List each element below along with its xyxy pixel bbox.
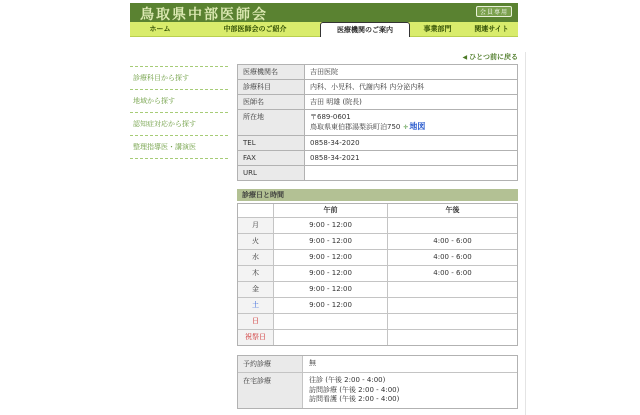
info-label: 所在地 (238, 110, 305, 136)
sidebar-item-search-by-dementia[interactable]: 認知症対応から探す (130, 112, 228, 135)
schedule-table (237, 203, 518, 346)
postal-code: 〒689-0601 (310, 113, 351, 121)
table-row (238, 80, 518, 95)
info-label: 在宅診療 (238, 373, 303, 408)
back-link-label: ひとつ前に戻る (469, 53, 518, 61)
main-nav (130, 22, 518, 37)
schedule-row-wednesday: 水 9:00 - 12:00 4:00 - 6:00 (238, 249, 517, 265)
schedule-row-sunday: 日 (238, 313, 517, 329)
day-column-header (238, 204, 274, 217)
info-label: TEL (238, 136, 305, 151)
departments-value: 内科、小児科、代謝内科 内分泌内科 (305, 80, 518, 95)
tab-departments[interactable]: 事業部門 (423, 25, 452, 33)
main-column (237, 52, 518, 409)
pm-column-header: 午後 (445, 206, 460, 214)
schedule-row-saturday: 土 9:00 - 12:00 (238, 297, 517, 313)
extra-info-table (237, 355, 518, 409)
schedule-row-holiday: 祝祭日 (238, 329, 517, 345)
schedule-row-friday: 金 9:00 - 12:00 (238, 281, 517, 297)
table-row (238, 136, 518, 151)
schedule-row-monday: 月 9:00 - 12:00 (238, 217, 517, 233)
schedule-row-tuesday: 火 9:00 - 12:00 4:00 - 6:00 (238, 233, 517, 249)
info-label: FAX (238, 151, 305, 166)
clinic-name-value: 吉田医院 (305, 65, 518, 80)
sidebar-item-lecturer-doctors[interactable]: 整理指導医・講演医 (130, 135, 228, 159)
info-label: URL (238, 166, 305, 181)
url-value (305, 166, 518, 181)
tel-value: 0858-34-2020 (305, 136, 518, 151)
reservation-row (238, 356, 517, 372)
clinic-info-table (237, 64, 518, 181)
map-link[interactable]: ✛地図 (403, 122, 426, 131)
tab-related-sites[interactable]: 関連サイト (474, 25, 509, 33)
tab-about[interactable]: 中部医師会のご紹介 (223, 25, 287, 33)
address-value (305, 110, 518, 136)
fax-value: 0858-34-2021 (305, 151, 518, 166)
table-row (238, 151, 518, 166)
back-link[interactable] (463, 53, 519, 61)
site-title: 鳥取県中部医師会 (140, 7, 268, 23)
member-only-button[interactable]: 会員専用 (476, 6, 512, 17)
address-line: 鳥取県東伯郡湯梨浜町泊750 ✛地図 (310, 122, 426, 131)
info-label: 医師名 (238, 95, 305, 110)
info-label: 医療機関名 (238, 65, 305, 80)
table-row (238, 110, 518, 136)
schedule-header-row (238, 204, 517, 217)
home-care-value: 往診 (午後 2:00 - 4:00) 訪問診療 (午後 2:00 - 4:00) 訪問看護 (午後 2:00 - 4:00) (309, 376, 400, 403)
table-row (238, 65, 518, 80)
doctor-name-value: 吉田 明雄 (院長) (305, 95, 518, 110)
home-care-row (238, 372, 517, 408)
masthead (130, 3, 518, 22)
tab-medical-institutions[interactable]: 医療機関のご案内 (320, 22, 410, 37)
page-right-edge (525, 52, 526, 415)
sidebar (130, 66, 228, 159)
sidebar-item-search-by-department[interactable]: 診療科目から探す (130, 66, 228, 89)
table-row (238, 95, 518, 110)
table-row (238, 166, 518, 181)
schedule-row-thursday: 木 9:00 - 12:00 4:00 - 6:00 (238, 265, 517, 281)
reservation-value: 無 (309, 359, 316, 367)
map-pin-icon: ✛ (403, 124, 409, 131)
info-label: 予約診療 (238, 356, 303, 372)
back-arrow-icon: ◀ (462, 54, 468, 61)
back-row (237, 52, 518, 62)
site-container (130, 3, 518, 412)
tab-home[interactable]: ホーム (149, 25, 171, 33)
content-area (130, 52, 518, 412)
schedule-section-title: 診療日と時間 (237, 189, 518, 201)
info-label: 診療科目 (238, 80, 305, 95)
sidebar-item-search-by-area[interactable]: 地域から探す (130, 89, 228, 112)
am-column-header: 午前 (274, 204, 388, 217)
